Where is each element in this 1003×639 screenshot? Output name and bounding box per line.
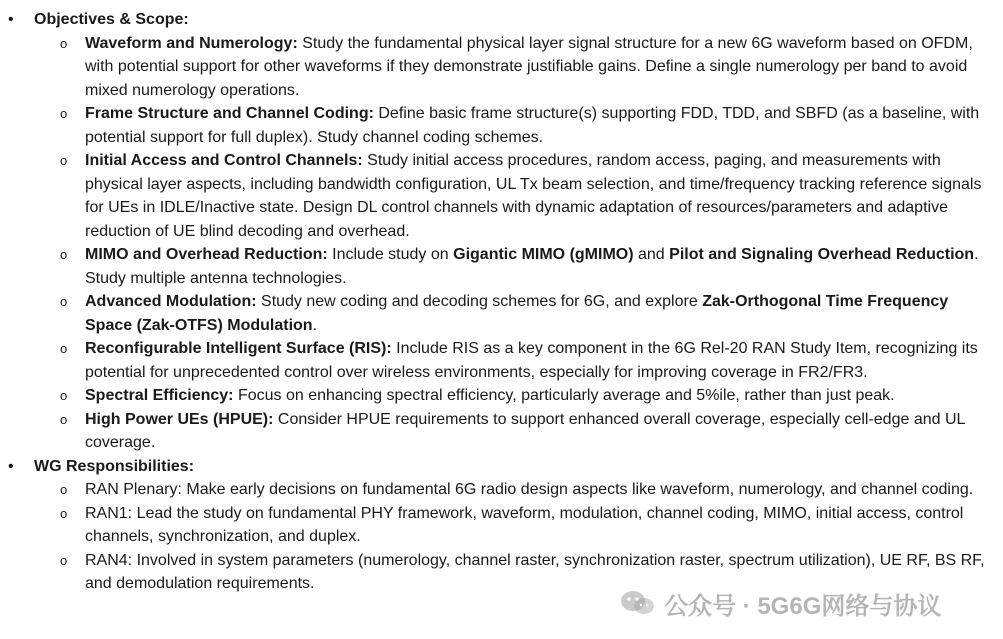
item-text: and [638,246,665,263]
item-text: Include study on [332,246,449,263]
item-text: Focus on enhancing spectral efficiency, particularly average and 5%ile, rather than just peak. [237,387,895,404]
item-label: Advanced Modulation: [85,293,257,310]
section-wg-responsibilities [0,455,1003,479]
item-text: Study new coding and decoding schemes for 6G, and explore [261,293,698,310]
item-label: Initial Access and Control Channels: [85,152,363,169]
item-text: Define basic frame structure(s) supporting FDD, TDD, and SBFD (as a baseline, with potential support for full duplex). Study channel coding schemes. [85,105,980,146]
list-item [0,502,1003,549]
list-item [0,549,1003,596]
list-item [0,290,1003,337]
list-item [0,32,1003,103]
bullet: • [8,11,14,28]
sub-bullet: o [60,388,68,403]
sub-bullet: o [60,294,68,309]
item-text: Study the fundamental physical layer signal structure for a new 6G waveform based on OFDM, with potential support for other waveforms if they demonstrate justifiable gains. Define a single numerology per band to avoid mixed numerology operations. [85,34,973,99]
item-text: Include RIS as a key component in the 6G Rel-20 RAN Study Item, recognizing its potential for unprecedented control over wireless environments, especially for improving coverage in FR2/FR3. [85,340,978,381]
item-text: Study initial access procedures, random access, paging, and measurements with physical layer aspects, including bandwidth configuration, UL Tx beam selection, and time/frequency tracking reference signals for UEs in IDLE/Inactive state. Design DL control channels with dynamic adaptation of resources/parameters and adaptive reduction of UE blind decoding and overhead. [85,152,982,240]
section-objectives [0,8,1003,32]
list-item [0,149,1003,243]
bullet: • [8,457,14,475]
sub-bullet: o [60,247,68,262]
item-label: Spectral Efficiency: [85,387,234,404]
sub-bullet: o [60,341,68,356]
watermark-text: 公众号 · 5G6G网络与协议 [664,592,942,620]
sub-bullet: o [60,552,68,568]
item-label: Waveform and Numerology: [85,34,298,52]
item-text: . [312,316,318,334]
item-emphasis: Zak-Orthogonal Time Frequency Space (Zak-OTFS) Modulation [85,293,949,334]
section-title: WG Responsibilities: [34,457,195,475]
list-item [0,337,1003,384]
item-label: MIMO and Overhead Reduction: [85,246,328,263]
list-item [0,478,1003,502]
item-text: . Study multiple antenna technologies. [85,246,979,287]
list-item [0,408,1003,455]
sub-bullet: o [60,106,68,121]
list-item [0,102,1003,149]
sub-bullet: o [60,153,68,168]
item-label: Reconfigurable Intelligent Surface (RIS): [85,340,392,357]
sub-bullet: o [60,482,68,497]
sub-bullet: o [60,35,68,51]
item-emphasis: Gigantic MIMO (gMIMO) [453,246,634,263]
list-item [0,384,1003,408]
item-text: RAN Plenary: Make early decisions on fundamental 6G radio design aspects like waveform, numerology, and channel coding. [85,481,974,498]
item-text: RAN1: Lead the study on fundamental PHY framework, waveform, modulation, channel coding, MIMO, initial access, control channels, synchronization, and duplex. [85,504,964,545]
item-text: RAN4: Involved in system parameters (numerology, channel raster, synchronization raster, spectrum utilization), UE RF, BS RF, and demodulation requirements. [85,551,985,592]
section-title: Objectives & Scope: [34,11,189,28]
list-item [0,243,1003,290]
item-label: High Power UEs (HPUE): [85,410,274,428]
item-label: Frame Structure and Channel Coding: [85,105,374,122]
sub-bullet: o [60,505,68,521]
wg-list [0,478,1003,596]
sub-bullet: o [60,411,68,427]
item-emphasis: Pilot and Signaling Overhead Reduction [669,246,975,263]
item-text: Consider HPUE requirements to support enhanced overall coverage, especially cell-edge and UL coverage. [85,410,965,451]
objectives-list [0,32,1003,455]
document-body [0,8,1003,596]
